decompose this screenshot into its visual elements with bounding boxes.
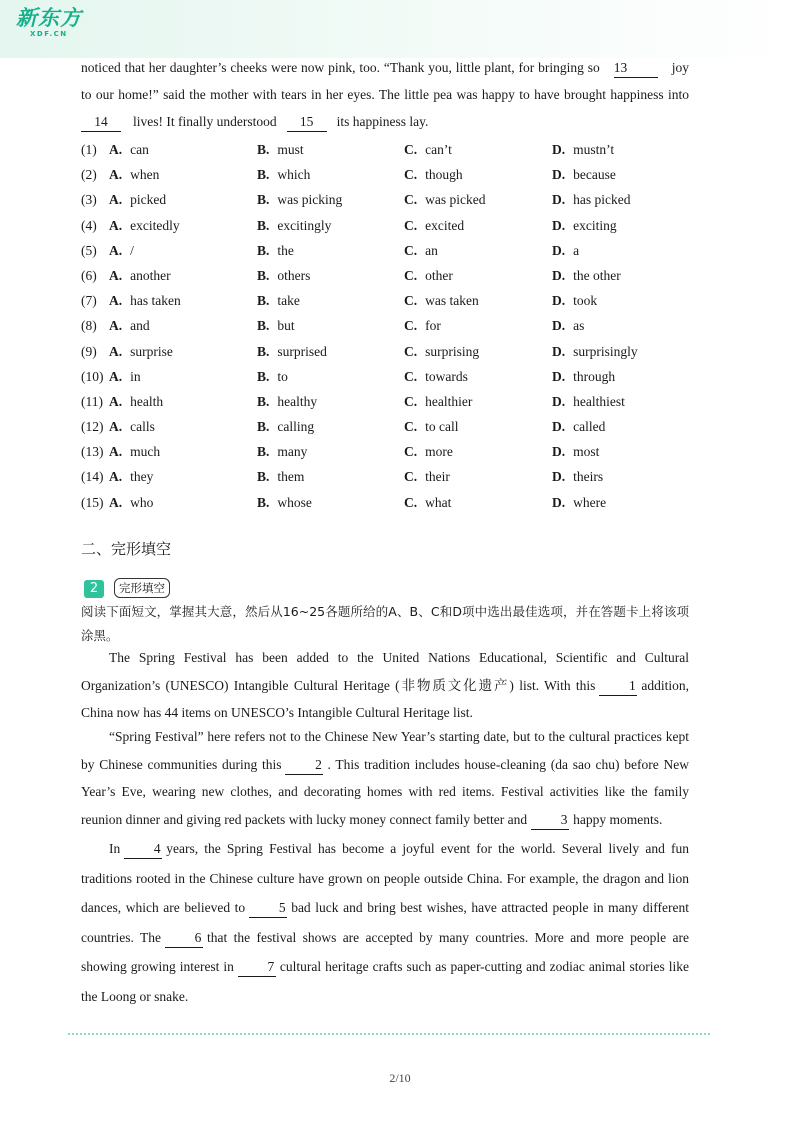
option-text: surprising (425, 343, 480, 359)
option-letter: A. (109, 167, 123, 183)
option-text: must (277, 142, 304, 157)
option-letter: B. (257, 293, 270, 309)
option-text: the (277, 242, 294, 258)
option-d (552, 263, 621, 288)
option-d (552, 364, 615, 389)
option-letter: A. (109, 469, 123, 485)
option-text: the other (573, 267, 621, 283)
passage-line (81, 108, 689, 135)
option-letter: B. (257, 318, 270, 334)
option-c (404, 137, 452, 162)
option-d (552, 414, 605, 439)
option-c (404, 238, 438, 263)
option-text: another (130, 267, 171, 283)
option-a (109, 414, 155, 439)
option-row (81, 364, 701, 389)
option-d (552, 313, 584, 338)
question-number: (14) (81, 469, 104, 485)
option-a (109, 162, 159, 187)
passage-text: noticed that her daughter’s cheeks were now pink, too. “Thank you, little plant, for bringing so (81, 60, 600, 75)
option-letter: D. (552, 242, 566, 258)
page-number: 2/10 (389, 1071, 411, 1085)
option-letter: C. (404, 217, 418, 233)
option-text: for (425, 318, 441, 334)
option-letter: A. (109, 217, 123, 233)
passage-text: happy moments. (573, 811, 663, 827)
question-number: (12) (81, 419, 104, 435)
option-letter: A. (109, 293, 123, 309)
option-letter: B. (257, 142, 270, 157)
logo-subtext: XDF.CN (30, 30, 68, 38)
option-letter: C. (404, 368, 418, 384)
option-text: to (277, 368, 288, 384)
option-letter: B. (257, 393, 270, 409)
answer-blank: 5 (249, 899, 287, 918)
option-letter: A. (109, 267, 123, 283)
page-header (0, 0, 800, 58)
option-letter: D. (552, 368, 566, 384)
option-text: healthiest (573, 393, 625, 409)
question-number: (6) (81, 267, 97, 283)
option-letter: C. (404, 142, 418, 157)
question-number: (13) (81, 444, 104, 460)
option-text: take (277, 293, 300, 309)
option-letter: D. (552, 217, 566, 233)
passage-text: . This tradition includes house-cleaning (da sao chu) before New Year’s Eve, wearing new clothes, and decorating homes with red items. Festival activities like the family reunion dinner and giving red packets with lucky money connect family better and (81, 756, 689, 827)
option-letter: B. (257, 267, 270, 283)
option-d (552, 288, 597, 313)
option-d (552, 490, 606, 515)
option-text: which (277, 167, 311, 183)
option-letter: C. (404, 469, 418, 485)
passage-line (81, 81, 689, 108)
option-b (257, 414, 314, 439)
option-letter: C. (404, 167, 418, 183)
option-text: their (425, 469, 450, 485)
question-number-badge: 2 (84, 580, 104, 598)
question-number: (7) (81, 293, 97, 309)
option-text: was picking (277, 192, 343, 208)
option-letter: A. (109, 393, 123, 409)
option-text: has taken (130, 293, 181, 309)
option-a (109, 213, 180, 238)
option-letter: D. (552, 293, 566, 309)
option-text: has picked (573, 192, 631, 208)
option-letter: D. (552, 267, 566, 283)
option-text: surprise (130, 343, 173, 359)
option-text: an (425, 242, 438, 258)
option-letter: D. (552, 469, 566, 485)
option-c (404, 288, 479, 313)
option-letter: D. (552, 167, 566, 183)
option-c (404, 464, 450, 489)
option-letter: D. (552, 343, 566, 359)
option-text: what (425, 494, 452, 510)
option-text: calling (277, 419, 315, 435)
option-text: where (573, 494, 607, 510)
option-a (109, 439, 160, 464)
option-letter: B. (257, 469, 270, 485)
option-letter: D. (552, 142, 566, 157)
option-text: took (573, 293, 598, 309)
option-letter: C. (404, 192, 418, 208)
option-c (404, 439, 453, 464)
option-letter: C. (404, 318, 418, 334)
brand-logo (16, 6, 82, 38)
option-text: though (425, 167, 463, 183)
answer-blank: 13 (614, 59, 658, 78)
passage-text: to our home!” said the mother with tears in her eyes. The little pea was happy to have brought happiness into (81, 87, 689, 102)
question-number: (11) (81, 393, 103, 409)
option-text: surprisingly (573, 343, 638, 359)
option-c (404, 313, 441, 338)
option-row (81, 263, 701, 288)
option-text: because (573, 167, 616, 183)
option-text: calls (130, 419, 155, 435)
question-number: (2) (81, 167, 97, 183)
option-b (257, 238, 294, 263)
option-text: others (277, 267, 311, 283)
option-letter: D. (552, 494, 566, 510)
option-letter: B. (257, 444, 270, 460)
options-list (81, 137, 701, 515)
answer-blank: 6 (165, 929, 203, 948)
option-c (404, 213, 464, 238)
answer-blank: 2 (285, 756, 323, 775)
question-number: (1) (81, 142, 97, 157)
option-letter: A. (109, 419, 123, 435)
option-letter: A. (109, 494, 123, 510)
option-row (81, 187, 701, 212)
passage-paragraph (81, 723, 689, 833)
option-text: to call (425, 419, 459, 435)
option-b (257, 288, 300, 313)
passage-text: bad luck and bring best wishes, have attracted people in many different countries. The (81, 900, 689, 945)
option-b (257, 339, 327, 364)
option-b (257, 439, 307, 464)
option-text: but (277, 318, 295, 334)
section-title: 二、完形填空 (81, 540, 172, 558)
option-row (81, 313, 701, 338)
option-text: they (130, 469, 154, 485)
option-letter: C. (404, 494, 418, 510)
answer-blank: 3 (531, 811, 569, 830)
option-text: picked (130, 192, 167, 208)
question-number: (10) (81, 368, 104, 384)
option-b (257, 464, 304, 489)
option-letter: D. (552, 192, 566, 208)
option-letter: A. (109, 368, 123, 384)
option-b (257, 187, 342, 212)
option-b (257, 313, 295, 338)
option-letter: A. (109, 444, 123, 460)
option-b (257, 137, 304, 162)
option-letter: A. (109, 142, 123, 157)
option-text: health (130, 393, 164, 409)
question-number: (3) (81, 192, 97, 208)
option-letter: B. (257, 494, 270, 510)
option-row (81, 162, 701, 187)
option-a (109, 490, 153, 515)
option-text: in (130, 368, 141, 384)
option-letter: A. (109, 242, 123, 258)
option-text: can (130, 142, 149, 157)
option-text: healthy (277, 393, 318, 409)
question-number: (15) (81, 494, 104, 510)
option-letter: B. (257, 343, 270, 359)
option-b (257, 263, 310, 288)
option-row (81, 288, 701, 313)
option-text: surprised (277, 343, 327, 359)
option-d (552, 213, 617, 238)
option-d (552, 137, 614, 162)
option-row (81, 213, 701, 238)
option-d (552, 238, 579, 263)
option-letter: D. (552, 444, 566, 460)
option-row (81, 389, 701, 414)
option-c (404, 263, 453, 288)
option-row (81, 137, 701, 162)
option-text: excitingly (277, 217, 332, 233)
option-c (404, 364, 468, 389)
option-text: exciting (573, 217, 617, 233)
option-text: was picked (425, 192, 486, 208)
option-b (257, 389, 317, 414)
option-text: excitedly (130, 217, 180, 233)
answer-blank: 4 (124, 840, 162, 859)
passage-text: The Spring Festival has been added to the United Nations Educational, Scientific and Cultural Organization’s (UNESCO) Intangible Cultural Heritage (非物质文化遗产) list. With this (81, 650, 689, 693)
option-b (257, 364, 288, 389)
option-letter: B. (257, 242, 270, 258)
option-text: can’t (425, 142, 452, 157)
option-text: other (425, 267, 453, 283)
passage-text: “Spring Festival” here refers not to the Chinese New Year’s starting date, but to the cultural practices kept by Chinese communities during this (81, 729, 689, 772)
option-row (81, 238, 701, 263)
answer-blank: 14 (81, 113, 121, 132)
option-letter: A. (109, 192, 123, 208)
option-d (552, 162, 616, 187)
question-number: (5) (81, 242, 97, 258)
passage-text: addition, China now has 44 items on UNESCO’s Intangible Cultural Heritage list. (81, 677, 689, 720)
option-letter: C. (404, 267, 418, 283)
option-row (81, 339, 701, 364)
option-text: and (130, 318, 150, 334)
option-a (109, 313, 150, 338)
option-c (404, 339, 479, 364)
option-letter: D. (552, 393, 566, 409)
option-d (552, 439, 599, 464)
passage-text: its happiness lay. (336, 114, 429, 129)
option-letter: B. (257, 217, 270, 233)
option-d (552, 339, 638, 364)
option-text: mustn’t (573, 142, 615, 157)
option-letter: C. (404, 242, 418, 258)
option-letter: C. (404, 419, 418, 435)
option-text: when (130, 167, 160, 183)
option-text: most (573, 444, 600, 460)
option-text: them (277, 469, 305, 485)
option-text: theirs (573, 469, 604, 485)
option-text: who (130, 494, 154, 510)
option-text: was taken (425, 293, 479, 309)
option-text: more (425, 444, 453, 460)
passage-text: lives! It finally understood (133, 114, 277, 129)
passage-text: cultural heritage crafts such as paper-cutting and zodiac animal stories like the Loong or snake. (81, 959, 689, 1004)
option-letter: B. (257, 368, 270, 384)
question-number: (8) (81, 318, 97, 334)
passage-paragraph (81, 834, 689, 1011)
option-text: / (130, 242, 134, 258)
question-number: (4) (81, 217, 97, 233)
option-row (81, 464, 701, 489)
option-a (109, 389, 163, 414)
option-a (109, 137, 149, 162)
option-b (257, 213, 331, 238)
option-c (404, 187, 485, 212)
option-c (404, 389, 472, 414)
passage-text: years, the Spring Festival has become a joyful event for the world. Several lively and fun traditions rooted in the Chinese culture have grown on people outside China. For example, the dragon and lion dances, which are believed to (81, 841, 689, 915)
option-a (109, 288, 181, 313)
option-a (109, 238, 134, 263)
answer-blank: 1 (599, 677, 637, 696)
answer-blank: 15 (287, 113, 327, 132)
option-row (81, 439, 701, 464)
option-letter: C. (404, 343, 418, 359)
option-text: excited (425, 217, 465, 233)
passage-line (81, 54, 689, 81)
option-letter: B. (257, 167, 270, 183)
option-text: as (573, 318, 585, 334)
option-a (109, 364, 141, 389)
question-instruction: 阅读下面短文，掌握其大意，然后从16~25各题所给的A、B、C和D项中选出最佳选项，并在答题卡上将该项涂黑。 (81, 604, 689, 643)
option-letter: C. (404, 444, 418, 460)
option-d (552, 464, 603, 489)
option-a (109, 263, 171, 288)
logo-text: 新东方 (16, 6, 82, 30)
option-letter: A. (109, 318, 123, 334)
option-letter: C. (404, 293, 418, 309)
option-text: called (573, 419, 606, 435)
question-type-tag: 完形填空 (114, 578, 170, 598)
option-b (257, 162, 310, 187)
option-text: through (573, 368, 616, 384)
option-d (552, 187, 630, 212)
passage-paragraph (81, 644, 689, 727)
footer-divider (68, 1033, 710, 1035)
option-a (109, 339, 173, 364)
option-letter: B. (257, 192, 270, 208)
option-letter: A. (109, 343, 123, 359)
option-text: towards (425, 368, 468, 384)
question-number: (9) (81, 343, 97, 359)
option-row (81, 490, 701, 515)
option-letter: B. (257, 419, 270, 435)
option-text: much (130, 444, 161, 460)
option-letter: D. (552, 419, 566, 435)
option-c (404, 162, 463, 187)
option-text: healthier (425, 393, 473, 409)
option-text: whose (277, 494, 312, 510)
option-b (257, 490, 312, 515)
passage-text: In (109, 841, 121, 856)
option-c (404, 414, 459, 439)
passage-text: joy (671, 60, 689, 75)
option-text: a (573, 242, 580, 258)
option-a (109, 187, 166, 212)
option-letter: C. (404, 393, 418, 409)
option-text: many (277, 444, 308, 460)
option-d (552, 389, 625, 414)
option-row (81, 414, 701, 439)
passage-text: that the festival shows are accepted by many countries. More and more people are showing growing interest in (81, 929, 689, 974)
option-letter: D. (552, 318, 566, 334)
option-a (109, 464, 153, 489)
option-c (404, 490, 451, 515)
answer-blank: 7 (238, 958, 276, 977)
